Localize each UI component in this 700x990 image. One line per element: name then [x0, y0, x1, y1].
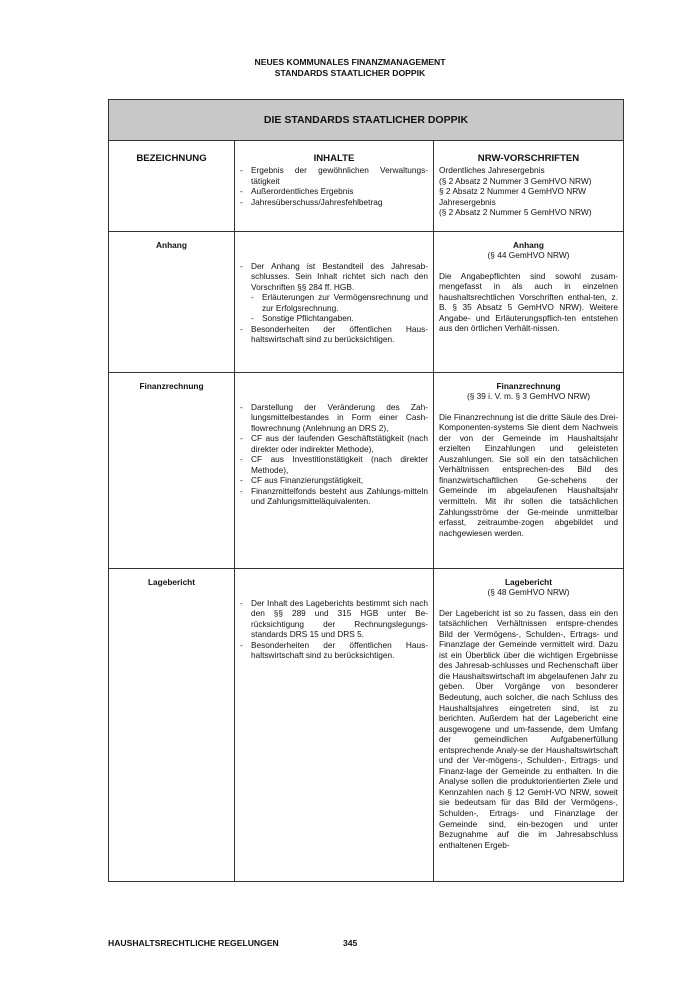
list-item: - Erläuterungen zur Vermögensrechnung und zur Erfolgsrechnung. — [251, 292, 428, 313]
bezeichnung-cell — [109, 165, 235, 231]
nrw-title: Lagebericht — [504, 576, 553, 587]
column-header-nrw: NRW-VORSCHRIFTEN — [434, 141, 624, 166]
column-header-inhalte: INHALTE — [235, 141, 434, 166]
page-number: 345 — [343, 938, 358, 948]
nrw-title: Finanzrechnung — [496, 380, 561, 391]
list-item: - Besonderheiten der öffentlichen Haus-haltswirtschaft sind zu berücksichtigen. — [240, 323, 428, 345]
list-item: - Der Anhang ist Bestandteil des Jahresab-schlusses. Sein Inhalt richtet sich nach den Vorschriften §§ 284 ff. HGB. — [240, 260, 428, 292]
column-header-row — [109, 141, 624, 166]
list-item: - CF aus der laufenden Geschäftstätigkeit (nach direkter oder indirekter Methode), — [240, 433, 428, 454]
list-item: - Sonstige Pflichtangaben. — [251, 313, 354, 324]
nrw-reference: (§ 39 i. V. m. § 3 GemHVO NRW) — [466, 391, 591, 402]
nrw-text: Die Angabepflichten sind sowohl zusam-mengefasst in als auch in einzelnen haushaltsrechtlichen Vorschriften enthal-ten, z. B. § 35 Absatz 5 GemHVO NRW). Weitere Angabe- und Erläuterungspflich-ten entstehen aus den örtlichen Verhält-nissen. — [439, 270, 618, 334]
nrw-cell — [434, 372, 624, 568]
list-item: - Darstellung der Veränderung des Zah-lungsmittelbestandes in Form einer Cash-flowrechnung (Anlehnung an DRS 2), — [240, 401, 428, 433]
nrw-text: Der Lagebericht ist so zu fassen, dass ein den tatsächlichen Verhältnissen entspre-chendes Bild der Vermögens-, Schulden-, Ertrags- und Finanzlage der Gemeinde vermittelt wird. Dazu ist ein Überblick über die wichtigen Ergebnisse des Jahresab-schlusses und Rechenschaft über die Haushaltswirtschaft im abgelaufenen Jahr zu geben. Über Vorgänge von besonderer Bedeutung, auch solcher, die nach Schluss des Haushaltsjahres eingetreten sind, ist zu berichten. Außerdem hat der Lagebericht eine ausgewogene und um-fassende, dem Umfang der gemeindlichen Aufgabenerfüllung entsprechende Analy-se der Haushaltswirtschaft und der Ver-mögens-, Schulden-, Ertrags- und Finanz-lage der Gemeinde zu enthalten. In die Analyse sollen die produktorientierten Ziele und Kennzahlen nach § 12 GemH-VO NRW, soweit sie bedeutsam für das Bild der Vermögens-, Schulden-, Ertrags- und Finanzlage der Gemeinde sind, ein-bezogen und unter Bezugnahme auf die im Jahresabschluss enthaltenen Ergeb- — [439, 607, 618, 850]
bezeichnung-cell: Finanzrechnung — [109, 372, 235, 568]
list-item: - CF aus Finanzierungstätigkeit, — [240, 475, 364, 486]
header-line-2: STANDARDS STAATLICHER DOPPIK — [274, 68, 426, 78]
list-item: - Finanzmittelfonds besteht aus Zahlungs-mitteln und Zahlungsmitteläquivalenten. — [240, 485, 428, 507]
inhalte-cell — [235, 372, 434, 568]
footer-title: HAUSHALTSRECHTLICHE REGELUNGEN — [108, 938, 279, 948]
nrw-text: Die Finanzrechnung ist die dritte Säule des Drei-Komponenten-systems Sie dient dem Nachweis der von der Gemeinde im Haushaltsjahr erzielten Einzahlungen und geleisteten Auszahlungen. Sie soll ein den tatsächlichen Verhältnissen entsprechen-des Bild des finanzwirtschaftlichen Ge-schehens der Gemeinde im abgelaufenen Haushaltsjahr vermitteln. Mit ihr sollen die tatsächlichen Zahlungsströme der Ge-meinde unmittelbar erfasst, zeitraumbe-zogen abgebildet und nachgewiesen werden. — [439, 411, 618, 538]
inhalte-cell — [235, 568, 434, 881]
table-row-lagebericht — [109, 568, 624, 881]
nrw-line: Jahresergebnis — [439, 196, 496, 207]
nrw-cell — [434, 231, 624, 372]
nrw-reference: (§ 44 GemHVO NRW) — [487, 250, 570, 261]
list-item: - Ergebnis der gewöhnlichen Verwaltungs-tätigkeit — [240, 165, 428, 186]
nrw-line: § 2 Absatz 2 Nummer 4 GemHVO NRW — [439, 186, 586, 197]
list-item: - Jahresüberschuss/Jahresfehlbetrag — [240, 196, 383, 207]
table-title: DIE STANDARDS STAATLICHER DOPPIK — [109, 100, 624, 141]
inhalte-cell — [235, 165, 434, 231]
bezeichnung-cell: Lagebericht — [109, 568, 235, 881]
list-item: - Besonderheiten der öffentlichen Haus-haltswirtschaft sind zu berücksichtigen. — [240, 639, 428, 661]
table-row-anhang — [109, 231, 624, 372]
nrw-title: Anhang — [513, 239, 544, 250]
nrw-reference: (§ 48 GemHVO NRW) — [487, 587, 570, 598]
list-item: - Außerordentliches Ergebnis — [240, 186, 354, 197]
header-line-1: NEUES KOMMUNALES FINANZMANAGEMENT — [254, 57, 446, 67]
column-header-bezeichnung: BEZEICHNUNG — [109, 141, 235, 166]
bezeichnung-cell: Anhang — [109, 231, 235, 372]
nrw-cell — [434, 165, 624, 231]
nrw-line: (§ 2 Absatz 2 Nummer 3 GemHVO NRW) — [439, 175, 592, 186]
list-item: - CF aus Investitionstätigkeit (nach direkter Methode), — [240, 454, 428, 475]
table-row-ergebnis — [109, 165, 624, 231]
page-header — [0, 57, 700, 79]
nrw-line: (§ 2 Absatz 2 Nummer 5 GemHVO NRW) — [439, 207, 592, 218]
nrw-cell — [434, 568, 624, 881]
table-row-finanzrechnung — [109, 372, 624, 568]
list-item: - Der Inhalt des Lageberichts bestimmt sich nach den §§ 289 und 315 HGB unter Be-rücksichtigung der Rechnungslegungs-standards DRS 15 und DRS 5. — [240, 597, 428, 640]
nrw-line: Ordentliches Jahresergebnis — [439, 165, 545, 175]
inhalte-cell — [235, 231, 434, 372]
standards-table — [108, 99, 624, 882]
